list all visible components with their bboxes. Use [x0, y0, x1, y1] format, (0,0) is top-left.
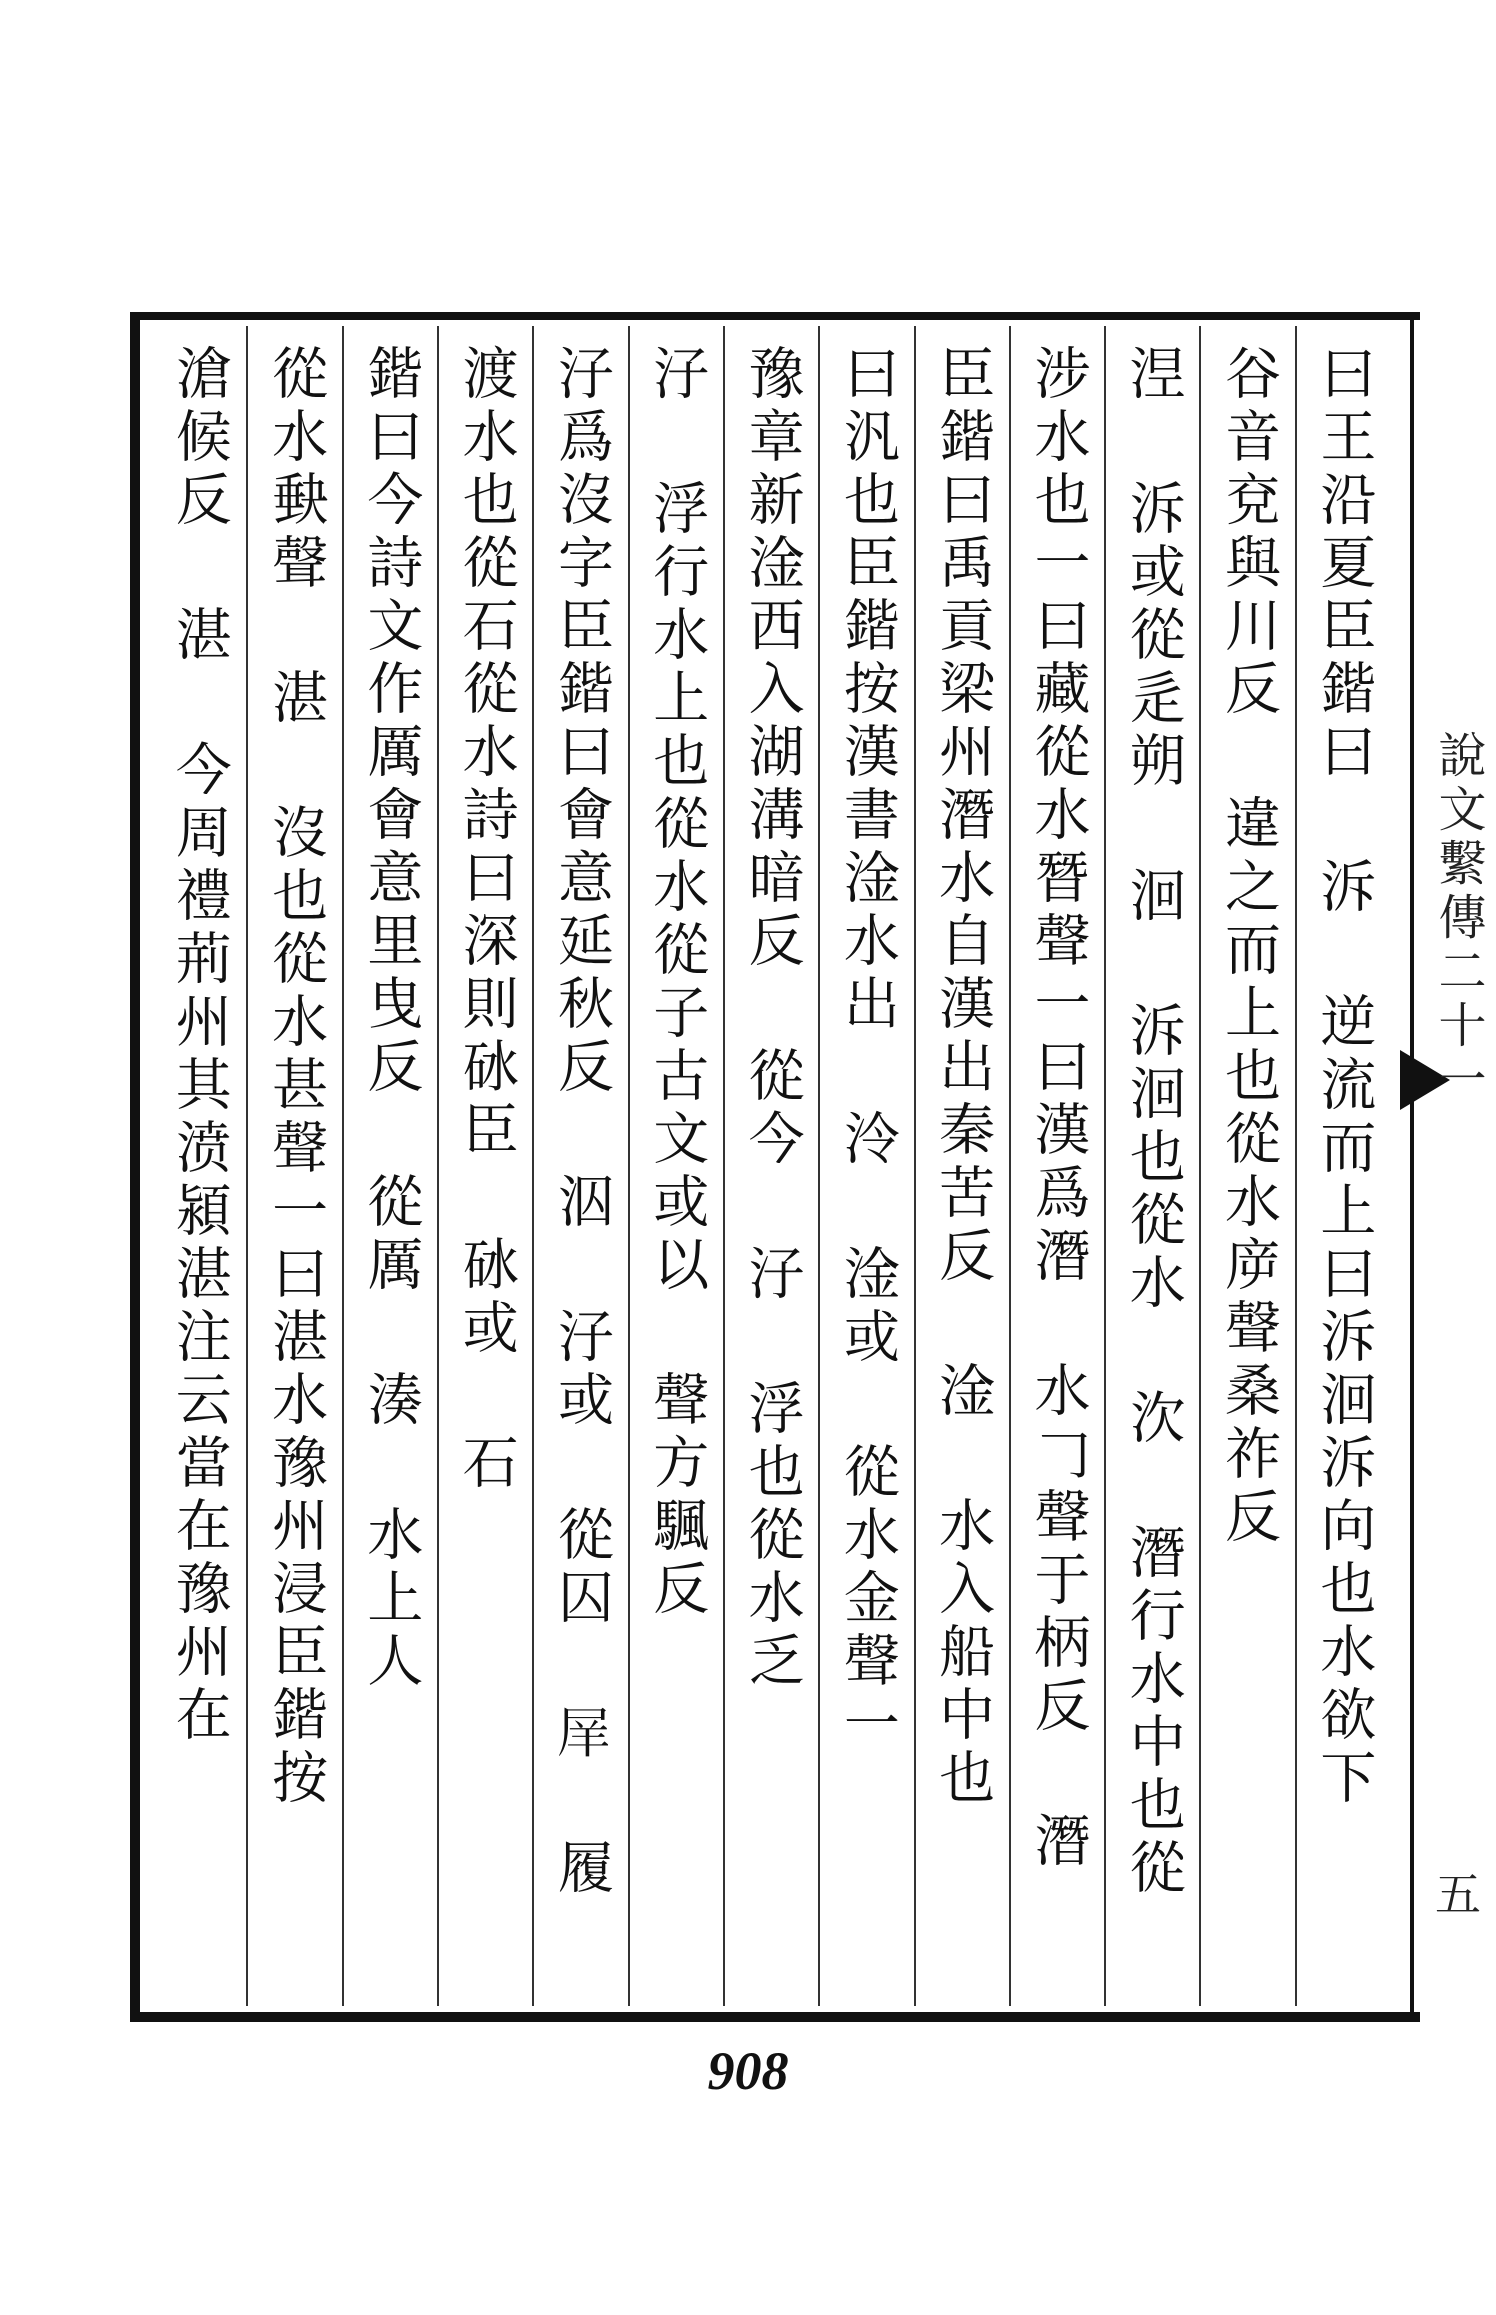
text-column: [723, 326, 818, 2006]
column-text: 滄候反 湛 今周禮荊州其𣸣潁湛注云當在豫州在: [166, 344, 232, 1748]
text-column: [151, 326, 246, 2006]
text-column: [246, 326, 341, 2006]
page-number: 908: [707, 2041, 789, 2101]
column-text: 谷音兗與川反 違之而上也從水㡿聲桑祚反: [1216, 344, 1282, 1550]
column-text: 曰王沿夏臣鍇曰 泝 逆流而上曰泝洄泝向也水欲下: [1311, 344, 1377, 1811]
text-column: [1199, 326, 1294, 2006]
text-column: [437, 326, 532, 2006]
column-text: 汓 浮行水上也從水從子古文或以 聲方颿反: [644, 344, 710, 1622]
page-fold-edge: [1414, 330, 1484, 2010]
text-column: [1009, 326, 1104, 2006]
column-text: 從水𡙇聲 湛 沒也從水甚聲一曰湛水豫州浸臣鍇按: [263, 344, 329, 1811]
column-text: 豫章新淦西入湖溝暗反 從今 汓 浮也從水乏: [739, 344, 805, 1694]
column-text: 汓爲沒字臣鍇曰會意延秋反 泅 汓或 從囚 𡱝 履: [548, 344, 614, 1901]
column-text: 臣鍇曰禹貢梁州潛水自漢出秦苦反 淦 水入船中也: [930, 344, 996, 1811]
column-text: 渡水也從石從水詩曰深則砅臣 砅或 石: [453, 344, 519, 1496]
text-column: [914, 326, 1009, 2006]
column-text: 𣵀 泝或從辵朔 洄 泝洄也從水 㳄 潛行水中也從: [1120, 344, 1186, 1901]
text-column: [628, 326, 723, 2006]
text-column: [1104, 326, 1199, 2006]
running-title: 說文繫傳二十一: [1430, 730, 1486, 1108]
text-column: [818, 326, 913, 2006]
text-columns: [150, 326, 1390, 2006]
text-column: [342, 326, 437, 2006]
leaf-number: 五: [1428, 1870, 1482, 1916]
column-text: 涉水也一曰藏從水朁聲一曰漢爲潛 水𠃌聲于柄反 潛: [1025, 344, 1091, 1874]
text-column: [532, 326, 627, 2006]
text-column: [1295, 326, 1390, 2006]
column-text: 曰汎也臣鍇按漢書淦水出 泠 淦或 從水金聲一: [834, 344, 900, 1757]
column-text: 鍇曰今詩文作厲會意里曳反 從厲 湊 水上人: [358, 344, 424, 1694]
